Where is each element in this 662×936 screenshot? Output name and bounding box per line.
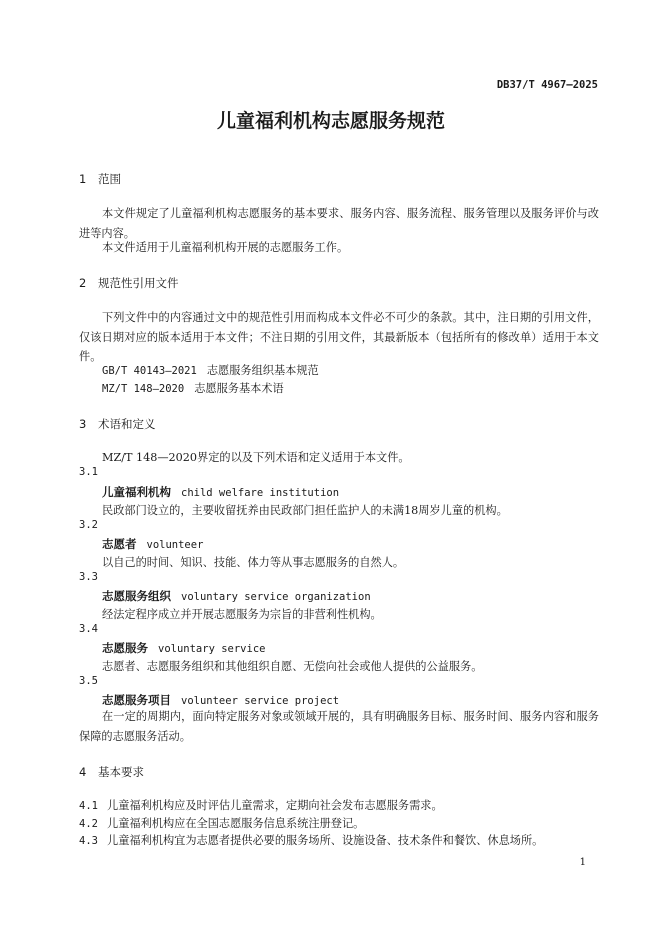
term-number: 3.1 xyxy=(79,466,98,478)
term-title: 志愿者 volunteer xyxy=(102,537,204,551)
term-number: 3.4 xyxy=(79,623,98,635)
term-title: 志愿服务项目 volunteer service project xyxy=(102,693,340,707)
document-title: 儿童福利机构志愿服务规范 xyxy=(216,110,445,132)
term-definition: 以自己的时间、知识、技能、体力等从事志愿服务的自然人。 xyxy=(102,556,405,569)
clause-4-2: 4.2 儿童福利机构应在全国志愿服务信息系统注册登记。 xyxy=(79,817,365,830)
standard-number: DB37/T 4967—2025 xyxy=(496,79,598,91)
term-number: 3.2 xyxy=(79,519,98,531)
section-2-heading: 2 规范性引用文件 xyxy=(79,276,179,290)
reference-2: MZ/T 148—2020 志愿服务基本术语 xyxy=(102,382,284,395)
term-title: 志愿服务组织 voluntary service organization xyxy=(102,589,371,603)
reference-1: GB/T 40143—2021 志愿服务组织基本规范 xyxy=(102,364,319,377)
section-4-heading: 4 基本要求 xyxy=(79,765,144,779)
term-title: 儿童福利机构 child welfare institution xyxy=(102,485,340,499)
page-number: 1 xyxy=(579,857,586,868)
section-3-heading: 3 术语和定义 xyxy=(79,417,156,431)
section-3-intro: MZ/T 148—2020界定的以及下列术语和定义适用于本文件。 xyxy=(102,451,410,464)
term-definition: 经法定程序成立并开展志愿服务为宗旨的非营利性机构。 xyxy=(102,608,382,621)
section-1-paragraph-1: 本文件规定了儿童福利机构志愿服务的基本要求、服务内容、服务流程、服务管理以及服务评价与改进等内容。 xyxy=(79,207,599,240)
term-number: 3.5 xyxy=(79,675,98,687)
section-1-paragraph-2: 本文件适用于儿童福利机构开展的志愿服务工作。 xyxy=(102,241,349,254)
term-number: 3.3 xyxy=(79,571,98,583)
section-2-paragraph-1: 下列文件中的内容通过文中的规范性引用而构成本文件必不可少的条款。其中，注日期的引用文件，仅该日期对应的版本适用于本文件；不注日期的引用文件，其最新版本（包括所有的修改单）适用于本文件。 xyxy=(79,311,599,364)
term-definition: 民政部门设立的，主要收留抚养由民政部门担任监护人的未满18周岁儿童的机构。 xyxy=(102,504,508,517)
clause-4-1: 4.1 儿童福利机构应及时评估儿童需求，定期向社会发布志愿服务需求。 xyxy=(79,799,443,812)
section-1-heading: 1 范围 xyxy=(79,172,121,186)
term-definition: 志愿者、志愿服务组织和其他组织自愿、无偿向社会或他人提供的公益服务。 xyxy=(102,660,483,673)
term-definition: 在一定的周期内，面向特定服务对象或领域开展的，具有明确服务目标、服务时间、服务内容和服务保障的志愿服务活动。 xyxy=(79,710,599,743)
clause-4-3: 4.3 儿童福利机构宜为志愿者提供必要的服务场所、设施设备、技术条件和餐饮、休息场所。 xyxy=(79,834,544,847)
term-title: 志愿服务 voluntary service xyxy=(102,641,266,655)
